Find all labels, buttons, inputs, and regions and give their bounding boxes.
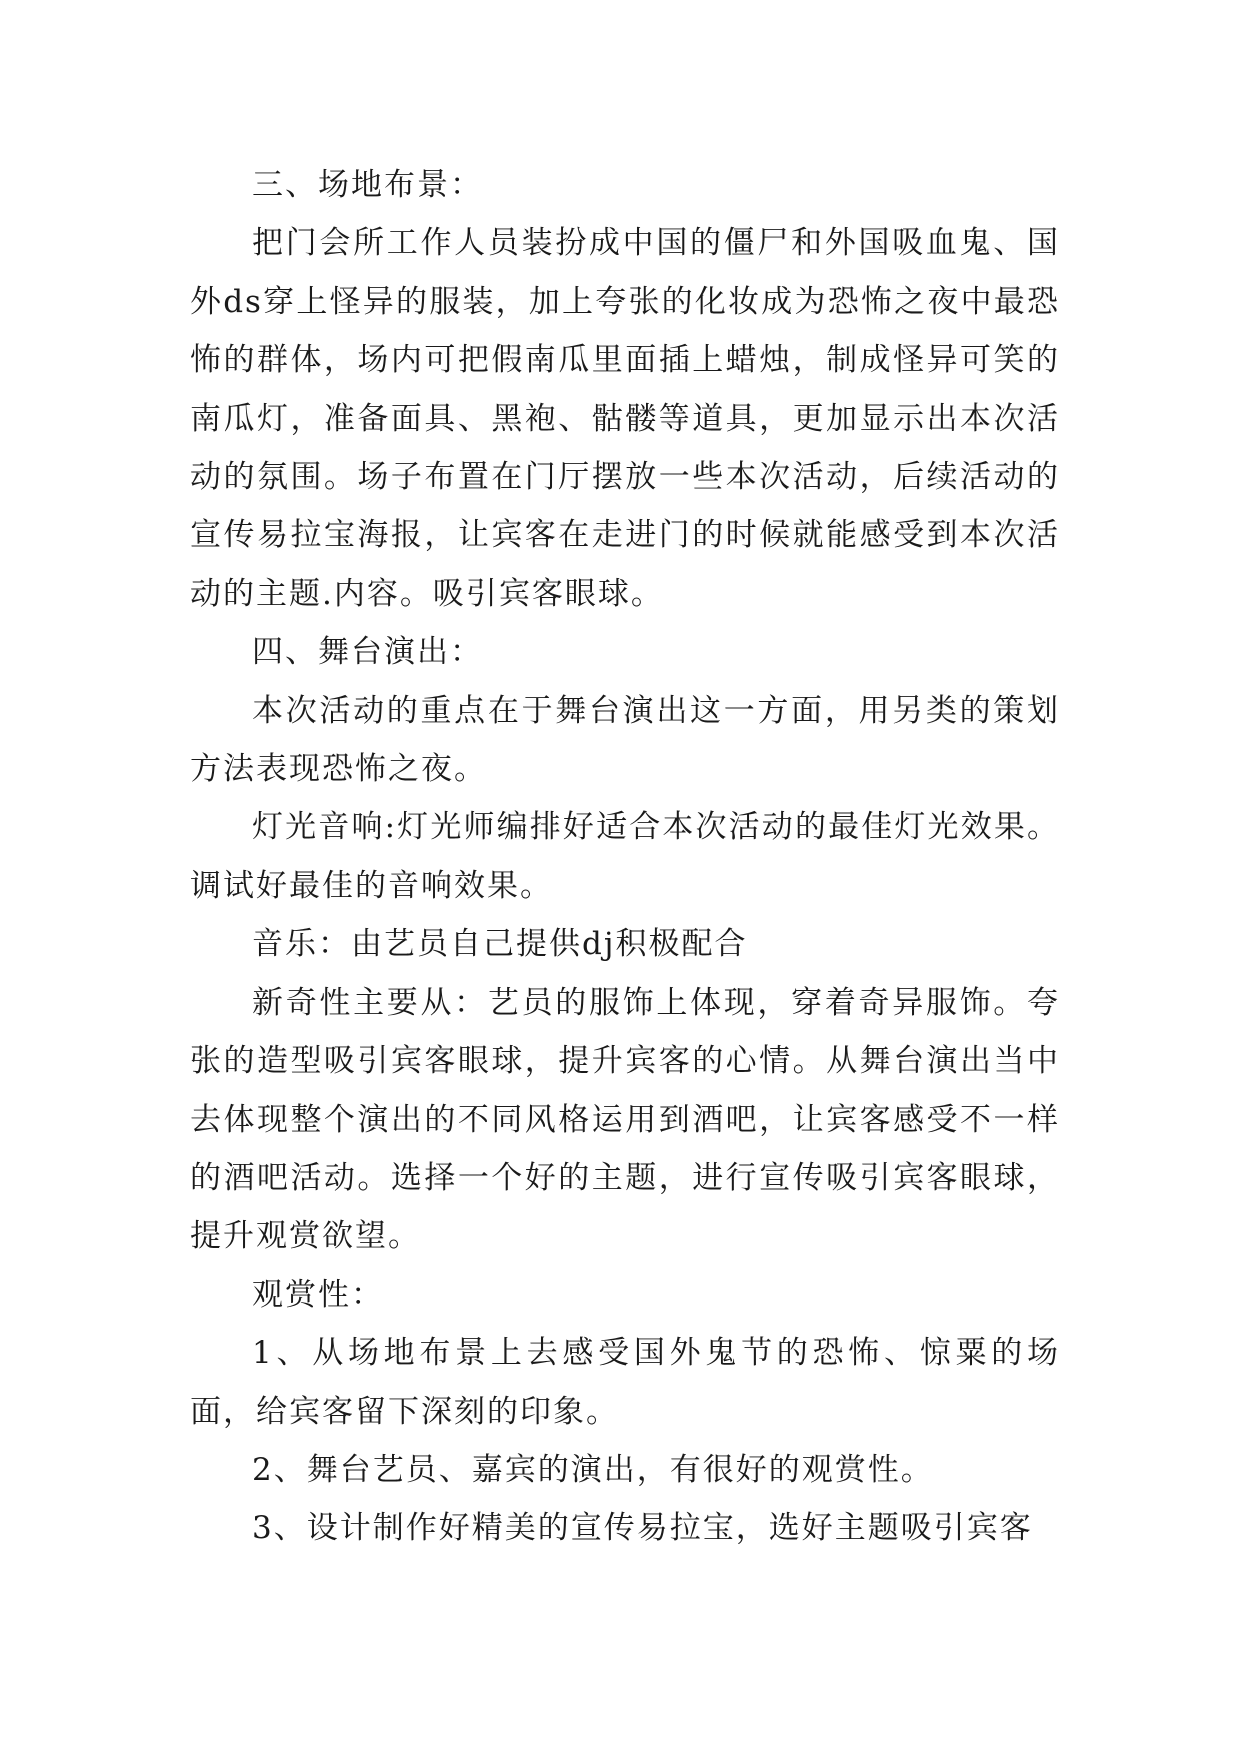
paragraph-music: 音乐：由艺员自己提供dj积极配合 (252, 926, 748, 963)
paragraph-stage-focus: 本次活动的重点在于舞台演出这一方面，用另类的策划方法表现恐怖之夜。 (190, 692, 1060, 788)
list-item-2: 2、舞台艺员、嘉宾的演出，有很好的观赏性。 (252, 1451, 934, 1488)
list-item-1: 1、从场地布景上去感受国外鬼节的恐怖、惊粟的场面，给宾客留下深刻的印象。 (190, 1335, 1060, 1430)
paragraph-lighting-sound: 灯光音响:灯光师编排好适合本次活动的最佳灯光效果。调试好最佳的音响效果。 (190, 809, 1060, 904)
section-heading-venue: 三、场地布景： (252, 167, 483, 203)
paragraph-novelty: 新奇性主要从：艺员的服饰上体现，穿着奇异服饰。夸张的造型吸引宾客眼球，提升宾客的心情。从舞台演出当中去体现整个演出的不同风格运用到酒吧，让宾客感受不一样的酒吧活动。选择一个好的主题，进行宣传吸引宾客眼球，提升观赏欲望。 (190, 984, 1060, 1255)
list-item-3: 3、设计制作好精美的宣传易拉宝，选好主题吸引宾客 (252, 1510, 1033, 1547)
section-heading-appreciation: 观赏性： (252, 1276, 384, 1313)
section-heading-stage: 四、舞台演出： (252, 634, 483, 671)
paragraph-venue-decoration: 把门会所工作人员装扮成中国的僵尸和外国吸血鬼、国外ds穿上怪异的服装，加上夸张的化妆成为恐怖之夜中最恐怖的群体，场内可把假南瓜里面插上蜡烛，制成怪异可笑的南瓜灯，准备面具、黑袍、骷髅等道具，更加显示出本次活动的氛围。场子布置在门厅摆放一些本次活动，后续活动的宣传易拉宝海报，让宾客在走进门的时候就能感受到本次活动的主题.内容。吸引宾客眼球。 (190, 225, 1060, 612)
document-body (190, 156, 1060, 1558)
